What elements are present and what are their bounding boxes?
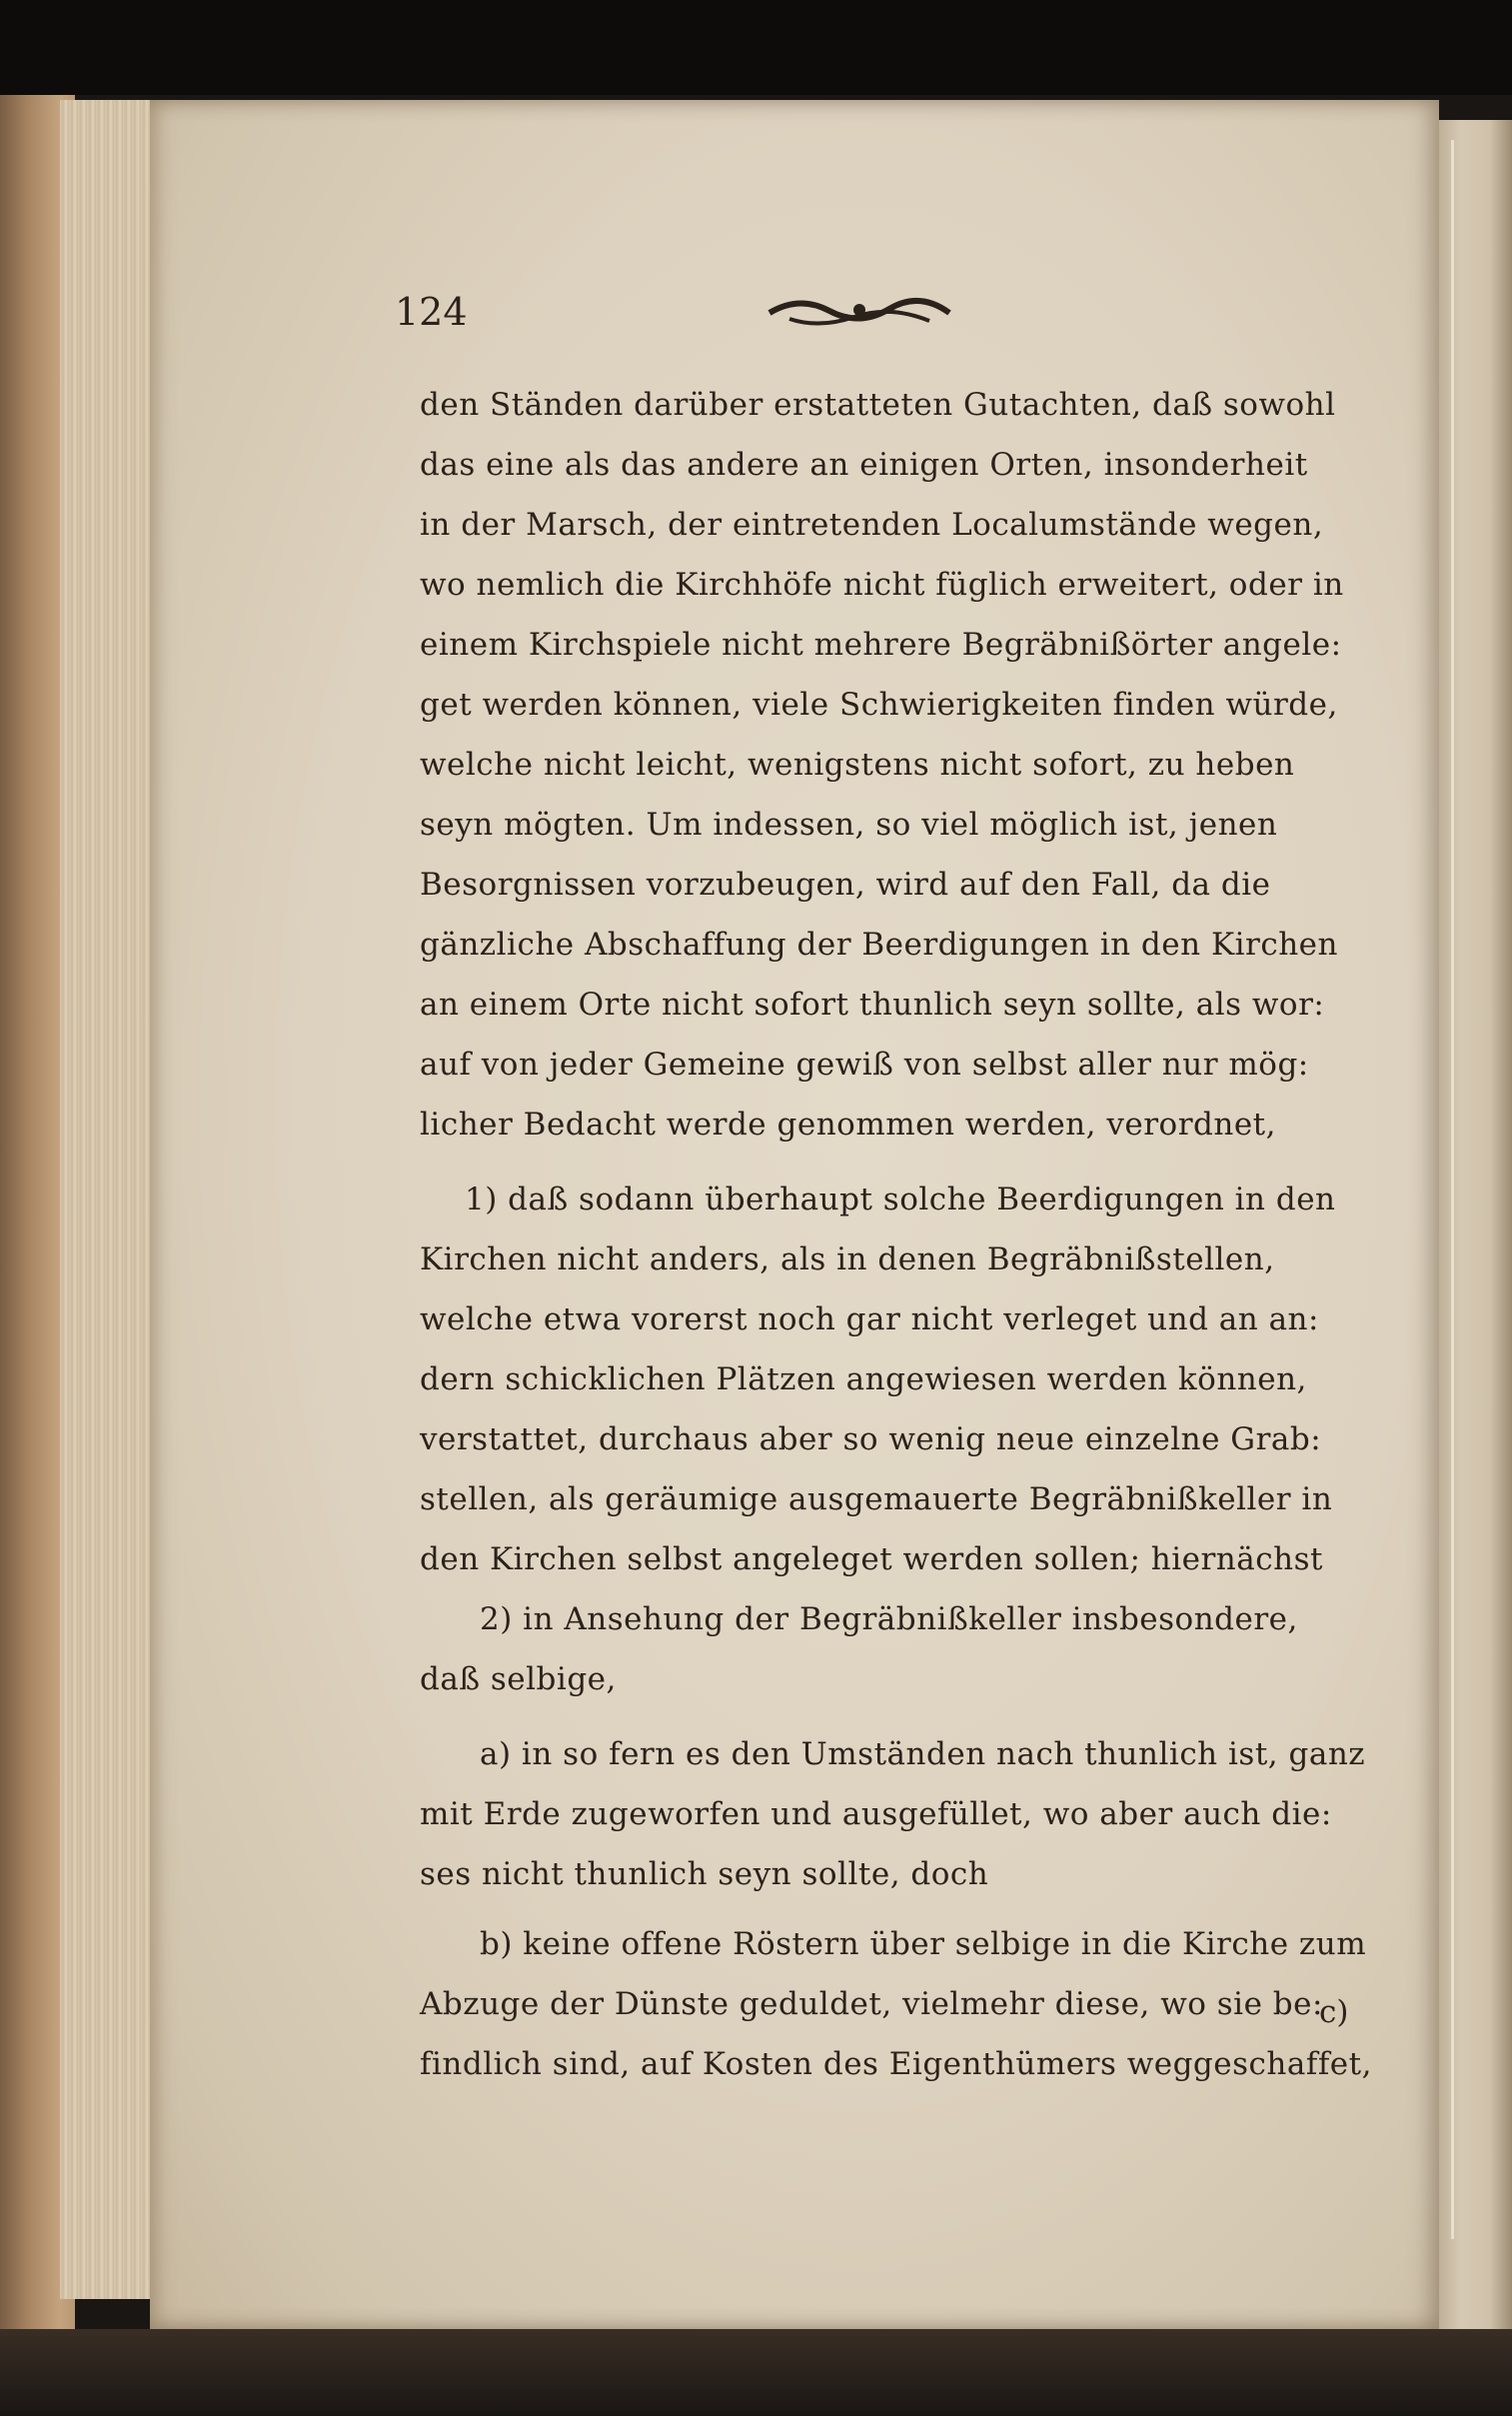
text-line: dern schicklichen Plätzen angewiesen werden können, (420, 1361, 1307, 1397)
text-line: seyn mögten. Um indessen, so viel möglich ist, jenen (420, 807, 1278, 843)
ornament-icon (759, 285, 959, 335)
text-line: auf von jeder Gemeine gewiß von selbst aller nur mög: (420, 1047, 1309, 1083)
text-line: gänzliche Abschaffung der Beerdigungen in den Kirchen (420, 927, 1338, 963)
text-line: ses nicht thunlich seyn sollte, doch (420, 1856, 989, 1892)
text-line: mit Erde zugeworfen und ausgefüllet, wo aber auch die: (420, 1796, 1332, 1832)
catchword: c) (1319, 1994, 1349, 2030)
text-line: einem Kirchspiele nicht mehrere Begräbnißörter angele: (420, 627, 1342, 663)
text-line: findlich sind, auf Kosten des Eigenthümers weggeschaffet, (420, 2046, 1372, 2082)
text-line: an einem Orte nicht sofort thunlich seyn sollte, als wor: (420, 987, 1325, 1023)
text-line: stellen, als geräumige ausgemauerte Begräbnißkeller in (420, 1481, 1333, 1517)
right-page-edge (1439, 120, 1512, 2416)
top-shadow (0, 0, 1512, 95)
text-line: Abzuge der Dünste geduldet, vielmehr diese, wo sie be: (420, 1986, 1323, 2022)
text-line: b) keine offene Röstern über selbige in die Kirche zum (480, 1926, 1367, 1962)
text-line: wo nemlich die Kirchhöfe nicht füglich erweitert, oder in (420, 567, 1344, 603)
text-line: welche etwa vorerst noch gar nicht verleget und an an: (420, 1301, 1319, 1337)
text-line: den Kirchen selbst angeleget werden sollen; hiernächst (420, 1541, 1323, 1577)
page-number: 124 (395, 290, 468, 334)
text-line: a) in so fern es den Umständen nach thunlich ist, ganz (480, 1736, 1366, 1772)
text-line: verstattet, durchaus aber so wenig neue einzelne Grab: (420, 1421, 1322, 1457)
text-line: licher Bedacht werde genommen werden, verordnet, (420, 1107, 1276, 1143)
text-line: Kirchen nicht anders, als in denen Begräbnißstellen, (420, 1241, 1275, 1277)
text-line: 2) in Ansehung der Begräbnißkeller insbesondere, (480, 1601, 1298, 1637)
text-line: Besorgnissen vorzubeugen, wird auf den Fall, da die (420, 867, 1271, 903)
right-edge-line (1451, 140, 1454, 2239)
text-line: daß selbige, (420, 1661, 617, 1697)
text-line: 1) daß sodann überhaupt solche Beerdigungen in den (465, 1182, 1336, 1217)
text-line: in der Marsch, der eintretenden Localumstände wegen, (420, 507, 1324, 543)
bottom-shadow (0, 2329, 1512, 2416)
text-line: get werden können, viele Schwierigkeiten finden würde, (420, 687, 1338, 723)
text-line: den Ständen darüber erstatteten Gutachten, daß sowohl (420, 387, 1336, 423)
text-line: das eine als das andere an einigen Orten, insonderheit (420, 447, 1308, 483)
text-line: welche nicht leicht, wenigstens nicht sofort, zu heben (420, 747, 1295, 783)
